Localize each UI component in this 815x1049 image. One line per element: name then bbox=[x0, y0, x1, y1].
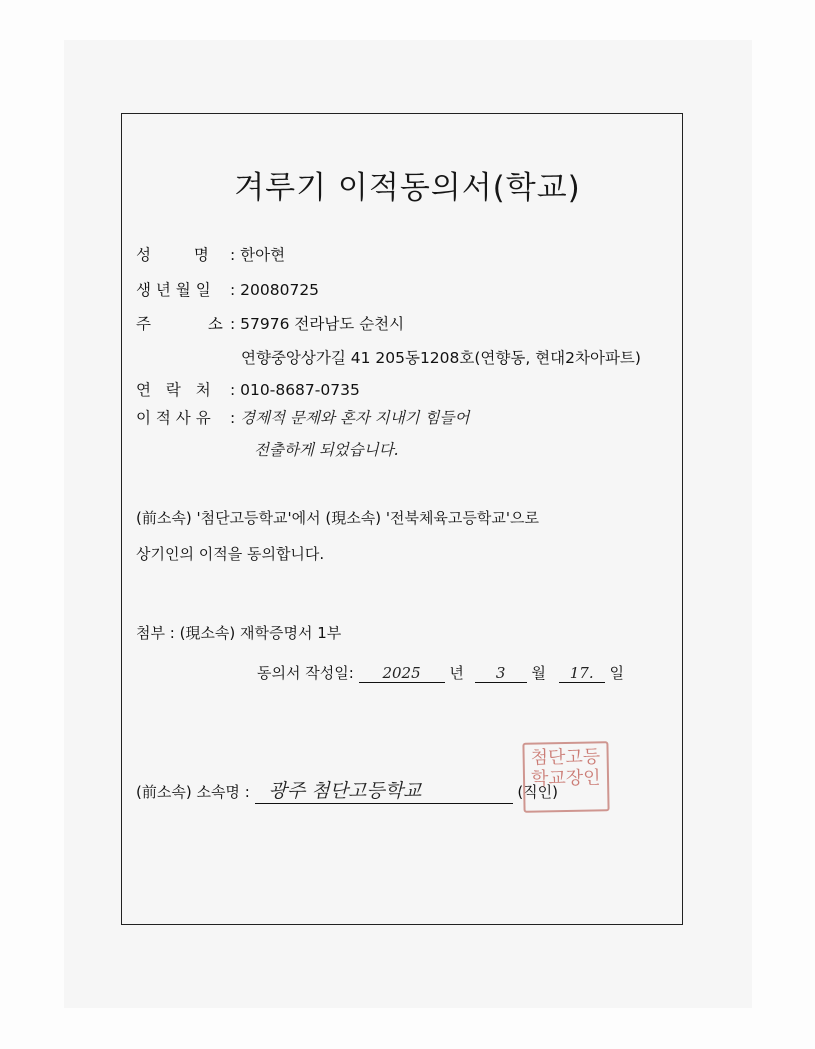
contact-label: 연 락 처 bbox=[136, 381, 211, 399]
birth-label: 생 년 월 일 bbox=[136, 281, 211, 299]
contact-row bbox=[136, 378, 360, 400]
school-row bbox=[136, 776, 558, 804]
address-label: 주 소 bbox=[136, 315, 223, 333]
contact-value: : 010-8687-0735 bbox=[230, 381, 360, 399]
date-day: 17. bbox=[559, 664, 605, 683]
date-label: 동의서 작성일: bbox=[257, 664, 354, 682]
name-label: 성 명 bbox=[136, 246, 209, 264]
school-label: (前소속) 소속명 : bbox=[136, 783, 250, 801]
reason-line2: 전출하게 되었습니다. bbox=[254, 441, 399, 459]
reason-label: 이 적 사 유 bbox=[136, 409, 211, 427]
attachment-line: 첨부 : (現소속) 재학증명서 1부 bbox=[136, 624, 342, 642]
date-month: 3 bbox=[475, 664, 527, 683]
date-day-unit: 일 bbox=[609, 664, 624, 682]
reason-row bbox=[136, 406, 470, 428]
birth-row bbox=[136, 278, 319, 300]
birth-value: : 20080725 bbox=[230, 281, 320, 299]
seal-note: (직인) bbox=[517, 783, 558, 801]
date-year: 2025 bbox=[359, 664, 445, 683]
address-line2: 연향중앙상가길 41 205동1208호(연향동, 현대2차아파트) bbox=[241, 349, 641, 367]
address-row bbox=[136, 312, 404, 334]
reason-colon: : bbox=[230, 409, 241, 427]
school-value: 광주 첨단고등학교 bbox=[255, 776, 513, 804]
date-row bbox=[257, 662, 624, 683]
document-title: 겨루기 이적동의서(학교) bbox=[234, 170, 581, 206]
address-line1: : 57976 전라남도 순천시 bbox=[230, 315, 405, 333]
name-row bbox=[136, 243, 285, 265]
consent-line2: 상기인의 이적을 동의합니다. bbox=[136, 545, 325, 563]
official-seal-stamp: 첨단고등학교장인 bbox=[522, 741, 609, 812]
date-year-unit: 년 bbox=[449, 664, 464, 682]
name-value: : 한아현 bbox=[230, 246, 286, 264]
reason-line1: 경제적 문제와 혼자 지내기 힘들어 bbox=[240, 409, 470, 427]
consent-line1: (前소속) '첨단고등학교'에서 (現소속) '전북체육고등학교'으로 bbox=[136, 509, 539, 527]
date-month-unit: 월 bbox=[531, 664, 546, 682]
